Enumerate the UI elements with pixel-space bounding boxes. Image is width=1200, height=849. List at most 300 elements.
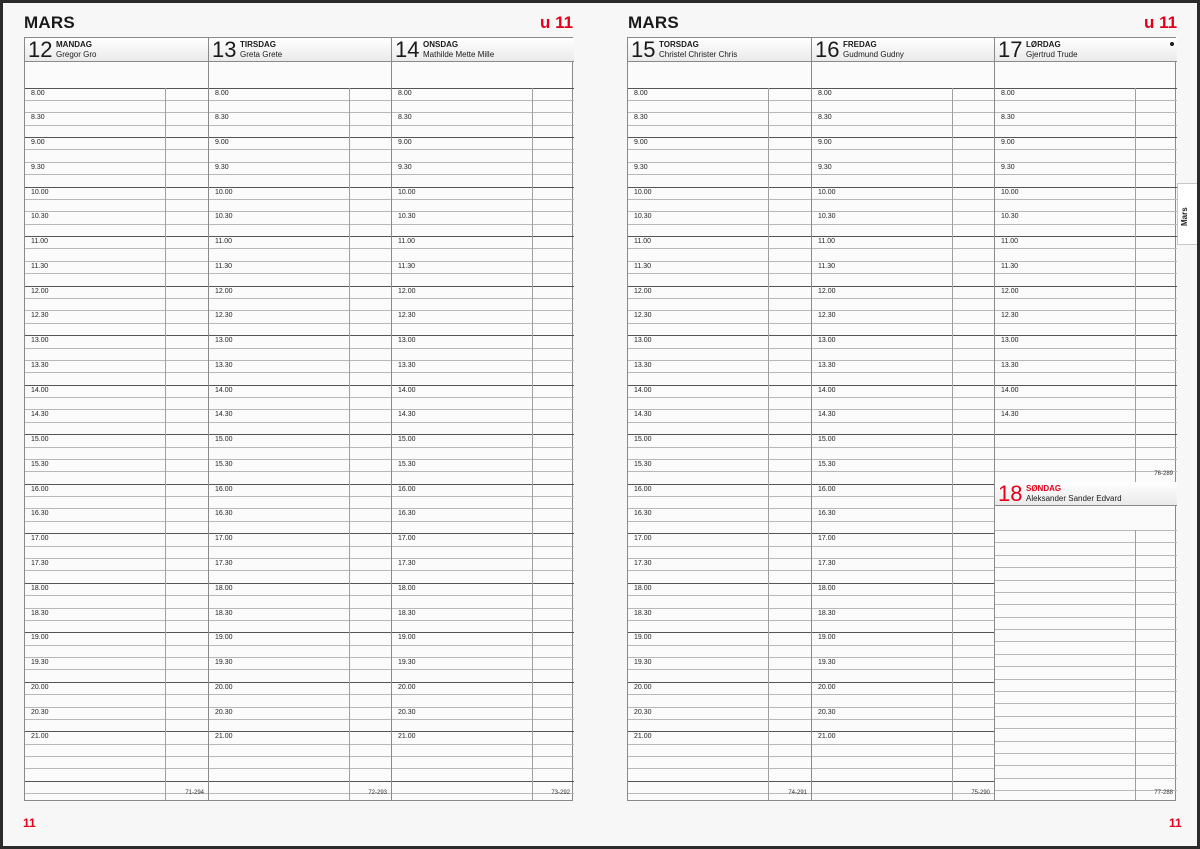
time-label: 17.00 bbox=[818, 535, 836, 543]
ruled-line bbox=[25, 385, 208, 386]
ruled-line bbox=[628, 248, 811, 249]
ruled-line bbox=[812, 768, 994, 769]
ruled-line bbox=[209, 447, 391, 448]
ruled-line bbox=[812, 682, 994, 683]
ruled-line bbox=[392, 632, 574, 633]
ruled-line bbox=[25, 323, 208, 324]
time-label: 11.30 bbox=[818, 262, 835, 270]
ruled-line bbox=[209, 174, 391, 175]
day-column bbox=[208, 38, 391, 800]
day-count: 75-290 bbox=[971, 790, 990, 796]
ruled-line bbox=[812, 125, 994, 126]
ruled-line bbox=[812, 471, 994, 472]
time-label: 10.00 bbox=[1001, 188, 1019, 196]
ruled-line bbox=[209, 731, 391, 732]
ruled-line bbox=[812, 224, 994, 225]
ruled-line bbox=[812, 744, 994, 745]
time-label: 9.30 bbox=[215, 163, 229, 171]
day-count: 74-291 bbox=[788, 790, 807, 796]
notes-divider bbox=[349, 88, 350, 801]
time-label: 17.00 bbox=[215, 535, 233, 543]
ruled-line bbox=[392, 149, 574, 150]
ruled-line bbox=[628, 422, 811, 423]
ruled-line bbox=[25, 434, 208, 435]
ruled-line bbox=[392, 781, 574, 782]
time-label: 11.00 bbox=[634, 238, 651, 246]
day-header bbox=[209, 38, 391, 62]
time-label: 18.00 bbox=[215, 584, 233, 592]
ruled-line bbox=[995, 298, 1177, 299]
ruled-line bbox=[628, 570, 811, 571]
ruled-line bbox=[392, 310, 574, 311]
ruled-line bbox=[392, 793, 574, 794]
ruled-line bbox=[209, 335, 391, 336]
ruled-line bbox=[995, 753, 1177, 754]
ruled-line bbox=[392, 261, 574, 262]
ruled-line bbox=[812, 632, 994, 633]
ruled-line bbox=[812, 248, 994, 249]
time-label: 16.30 bbox=[398, 510, 416, 518]
ruled-line bbox=[628, 657, 811, 658]
ruled-line bbox=[812, 149, 994, 150]
time-label: 14.30 bbox=[634, 411, 652, 419]
ruled-line bbox=[628, 793, 811, 794]
notes-divider bbox=[1135, 530, 1136, 800]
time-label: 19.00 bbox=[818, 634, 836, 642]
ruled-line bbox=[209, 471, 391, 472]
ruled-line bbox=[392, 719, 574, 720]
ruled-line bbox=[392, 682, 574, 683]
ruled-line bbox=[628, 434, 811, 435]
time-label: 21.00 bbox=[818, 733, 836, 741]
time-label: 8.30 bbox=[31, 114, 45, 122]
ruled-line bbox=[812, 100, 994, 101]
ruled-line bbox=[628, 174, 811, 175]
name-days: Aleksander Sander Edvard bbox=[1026, 494, 1122, 503]
ruled-line bbox=[25, 224, 208, 225]
notes-divider bbox=[1135, 88, 1136, 483]
ruled-line bbox=[25, 149, 208, 150]
ruled-line bbox=[995, 765, 1177, 766]
ruled-line bbox=[995, 236, 1177, 237]
time-label: 12.00 bbox=[1001, 287, 1019, 295]
time-label: 20.30 bbox=[215, 708, 233, 716]
time-label: 15.30 bbox=[215, 460, 233, 468]
time-label: 12.00 bbox=[398, 287, 416, 295]
time-label: 16.00 bbox=[398, 485, 416, 493]
time-label: 9.00 bbox=[31, 139, 45, 146]
ruled-line bbox=[628, 298, 811, 299]
ruled-line bbox=[812, 211, 994, 212]
time-label: 18.30 bbox=[634, 609, 652, 617]
time-label: 17.30 bbox=[31, 559, 49, 567]
ruled-line bbox=[628, 397, 811, 398]
time-label: 12.00 bbox=[634, 287, 652, 295]
time-label: 18.00 bbox=[818, 584, 836, 592]
ruled-line bbox=[995, 447, 1177, 448]
time-label: 12.00 bbox=[818, 287, 836, 295]
ruled-line bbox=[392, 496, 574, 497]
ruled-line bbox=[209, 409, 391, 410]
ruled-line bbox=[995, 741, 1177, 742]
ruled-line bbox=[209, 570, 391, 571]
ruled-line bbox=[209, 768, 391, 769]
time-label: 12.30 bbox=[31, 312, 49, 320]
ruled-line bbox=[995, 567, 1177, 568]
ruled-line bbox=[628, 645, 811, 646]
ruled-line bbox=[812, 558, 994, 559]
day-count: 76-289 bbox=[1154, 471, 1173, 477]
ruled-line bbox=[628, 731, 811, 732]
month-index-tab[interactable] bbox=[1177, 183, 1197, 245]
time-label: 21.00 bbox=[215, 733, 233, 741]
day-name: TIRSDAG bbox=[240, 40, 276, 49]
ruled-line bbox=[392, 360, 574, 361]
ruled-line bbox=[812, 385, 994, 386]
ruled-line bbox=[812, 521, 994, 522]
ruled-line bbox=[25, 756, 208, 757]
ruled-line bbox=[812, 409, 994, 410]
ruled-line bbox=[812, 756, 994, 757]
right-day-grid bbox=[627, 37, 1176, 801]
time-label: 10.00 bbox=[398, 188, 416, 196]
day-count: 72-293 bbox=[368, 790, 387, 796]
ruled-line bbox=[812, 360, 994, 361]
ruled-line bbox=[392, 645, 574, 646]
ruled-line bbox=[628, 694, 811, 695]
ruled-line bbox=[25, 657, 208, 658]
ruled-line bbox=[995, 422, 1177, 423]
ruled-line bbox=[628, 546, 811, 547]
ruled-line bbox=[209, 298, 391, 299]
time-label: 21.00 bbox=[634, 733, 652, 741]
time-label: 14.00 bbox=[31, 386, 49, 394]
day-name: LØRDAG bbox=[1026, 40, 1061, 49]
time-label: 13.30 bbox=[634, 361, 652, 369]
day-column bbox=[391, 38, 574, 800]
ruled-line bbox=[209, 484, 391, 485]
notes-divider bbox=[768, 88, 769, 801]
ruled-line bbox=[995, 323, 1177, 324]
ruled-line bbox=[209, 583, 391, 584]
ruled-line bbox=[628, 149, 811, 150]
notes-divider bbox=[532, 88, 533, 801]
ruled-line bbox=[628, 360, 811, 361]
time-label: 13.00 bbox=[818, 337, 836, 345]
time-label: 20.00 bbox=[634, 683, 652, 691]
ruled-line bbox=[995, 471, 1177, 472]
time-label: 13.30 bbox=[398, 361, 416, 369]
ruled-line bbox=[812, 533, 994, 534]
ruled-line bbox=[628, 162, 811, 163]
ruled-line bbox=[628, 447, 811, 448]
time-label: 12.30 bbox=[398, 312, 416, 320]
ruled-line bbox=[995, 703, 1177, 704]
ruled-line bbox=[995, 348, 1177, 349]
time-label: 15.30 bbox=[634, 460, 652, 468]
ruled-line bbox=[392, 162, 574, 163]
ruled-line bbox=[209, 149, 391, 150]
time-label: 11.00 bbox=[1001, 238, 1018, 246]
ruled-line bbox=[628, 508, 811, 509]
ruled-line bbox=[392, 669, 574, 670]
ruled-line bbox=[392, 558, 574, 559]
time-label: 13.30 bbox=[215, 361, 233, 369]
day-count: 71-294 bbox=[185, 790, 204, 796]
name-days: Gjertrud Trude bbox=[1026, 50, 1078, 59]
ruled-line bbox=[812, 434, 994, 435]
ruled-line bbox=[209, 620, 391, 621]
ruled-line bbox=[392, 323, 574, 324]
ruled-line bbox=[209, 187, 391, 188]
time-label: 20.00 bbox=[31, 683, 49, 691]
time-label: 8.00 bbox=[634, 89, 648, 97]
ruled-line bbox=[628, 707, 811, 708]
ruled-line bbox=[25, 595, 208, 596]
ruled-line bbox=[995, 88, 1177, 89]
ruled-line bbox=[628, 261, 811, 262]
ruled-line bbox=[25, 112, 208, 113]
ruled-line bbox=[25, 187, 208, 188]
ruled-line bbox=[392, 224, 574, 225]
ruled-line bbox=[209, 781, 391, 782]
ruled-line bbox=[25, 286, 208, 287]
ruled-line bbox=[995, 286, 1177, 287]
ruled-line bbox=[392, 471, 574, 472]
ruled-line bbox=[995, 199, 1177, 200]
time-label: 17.00 bbox=[31, 535, 49, 543]
notes-divider bbox=[952, 88, 953, 801]
ruled-line bbox=[995, 691, 1177, 692]
time-label: 10.00 bbox=[215, 188, 233, 196]
ruled-line bbox=[392, 521, 574, 522]
day-header bbox=[995, 38, 1177, 62]
ruled-line bbox=[209, 744, 391, 745]
ruled-line bbox=[25, 744, 208, 745]
ruled-line bbox=[995, 580, 1177, 581]
ruled-line bbox=[25, 372, 208, 373]
time-label: 8.00 bbox=[398, 89, 412, 97]
ruled-line bbox=[628, 348, 811, 349]
ruled-line bbox=[209, 608, 391, 609]
time-label: 19.30 bbox=[398, 659, 416, 666]
ruled-line bbox=[25, 608, 208, 609]
ruled-line bbox=[628, 224, 811, 225]
ruled-line bbox=[25, 645, 208, 646]
ruled-line bbox=[995, 641, 1177, 642]
time-label: 12.30 bbox=[1001, 312, 1019, 320]
ruled-line bbox=[995, 592, 1177, 593]
ruled-line bbox=[628, 310, 811, 311]
time-label: 16.30 bbox=[31, 510, 49, 518]
ruled-line bbox=[628, 533, 811, 534]
time-label: 17.30 bbox=[634, 559, 652, 567]
ruled-line bbox=[812, 286, 994, 287]
ruled-line bbox=[995, 629, 1177, 630]
ruled-line bbox=[628, 112, 811, 113]
time-label: 11.00 bbox=[215, 238, 232, 246]
ruled-line bbox=[812, 459, 994, 460]
ruled-line bbox=[812, 310, 994, 311]
ruled-line bbox=[812, 137, 994, 138]
time-label: 16.30 bbox=[215, 510, 233, 518]
ruled-line bbox=[628, 459, 811, 460]
ruled-line bbox=[812, 323, 994, 324]
time-label: 12.30 bbox=[634, 312, 652, 320]
ruled-line bbox=[25, 533, 208, 534]
day-number: 16 bbox=[815, 37, 840, 62]
ruled-line bbox=[392, 174, 574, 175]
ruled-line bbox=[995, 224, 1177, 225]
ruled-line bbox=[812, 484, 994, 485]
ruled-line bbox=[25, 100, 208, 101]
ruled-line bbox=[628, 558, 811, 559]
day-number: 14 bbox=[395, 37, 420, 62]
time-label: 10.30 bbox=[818, 213, 836, 221]
ruled-line bbox=[628, 409, 811, 410]
time-label: 21.00 bbox=[398, 733, 416, 741]
ruled-line bbox=[209, 756, 391, 757]
time-label: 13.00 bbox=[1001, 337, 1019, 345]
ruled-line bbox=[812, 88, 994, 89]
month-index-tab-label: Mars bbox=[1180, 207, 1189, 226]
ruled-line bbox=[392, 731, 574, 732]
time-label: 14.00 bbox=[818, 386, 836, 394]
ruled-line bbox=[25, 211, 208, 212]
month-title: MARS bbox=[628, 13, 679, 32]
ruled-line bbox=[392, 100, 574, 101]
ruled-line bbox=[812, 669, 994, 670]
time-label: 12.00 bbox=[215, 287, 233, 295]
day-number: 12 bbox=[28, 37, 53, 62]
ruled-line bbox=[25, 632, 208, 633]
ruled-line bbox=[25, 459, 208, 460]
time-label: 14.30 bbox=[31, 411, 49, 419]
ruled-line bbox=[209, 508, 391, 509]
ruled-line bbox=[628, 273, 811, 274]
time-label: 15.00 bbox=[818, 436, 836, 444]
time-label: 13.00 bbox=[31, 337, 49, 345]
ruled-line bbox=[812, 707, 994, 708]
ruled-line bbox=[392, 484, 574, 485]
time-label: 12.30 bbox=[818, 312, 836, 320]
time-label: 15.30 bbox=[31, 460, 49, 468]
ruled-line bbox=[392, 187, 574, 188]
time-label: 18.30 bbox=[398, 609, 416, 617]
ruled-line bbox=[25, 781, 208, 782]
ruled-line bbox=[995, 137, 1177, 138]
ruled-line bbox=[628, 199, 811, 200]
ruled-line bbox=[812, 793, 994, 794]
time-label: 9.30 bbox=[1001, 163, 1015, 171]
week-number: u 11 bbox=[1144, 13, 1178, 32]
ruled-line bbox=[995, 716, 1177, 717]
ruled-line bbox=[812, 187, 994, 188]
ruled-line bbox=[628, 236, 811, 237]
ruled-line bbox=[392, 211, 574, 212]
ruled-line bbox=[209, 595, 391, 596]
ruled-line bbox=[392, 434, 574, 435]
time-label: 13.30 bbox=[1001, 361, 1019, 369]
day-name: MANDAG bbox=[56, 40, 92, 49]
ruled-line bbox=[25, 174, 208, 175]
time-label: 20.00 bbox=[398, 683, 416, 691]
ruled-line bbox=[812, 273, 994, 274]
ruled-line bbox=[812, 447, 994, 448]
diary-spread bbox=[3, 3, 1197, 846]
left-day-grid bbox=[24, 37, 573, 801]
ruled-line bbox=[812, 112, 994, 113]
time-label: 17.00 bbox=[398, 535, 416, 543]
ruled-line bbox=[25, 125, 208, 126]
ruled-line bbox=[995, 604, 1177, 605]
ruled-line bbox=[25, 558, 208, 559]
ruled-line bbox=[995, 666, 1177, 667]
time-label: 19.00 bbox=[215, 634, 233, 642]
time-label: 16.00 bbox=[215, 485, 233, 493]
ruled-line bbox=[995, 360, 1177, 361]
time-label: 15.00 bbox=[634, 436, 652, 444]
time-label: 11.30 bbox=[398, 262, 415, 270]
time-label: 16.00 bbox=[634, 485, 652, 493]
ruled-line bbox=[392, 137, 574, 138]
time-label: 14.30 bbox=[1001, 411, 1019, 419]
ruled-line bbox=[995, 778, 1177, 779]
day-header bbox=[812, 38, 994, 62]
time-label: 12.30 bbox=[215, 312, 233, 320]
time-label: 11.30 bbox=[31, 262, 48, 270]
time-label: 19.00 bbox=[398, 634, 416, 642]
ruled-line bbox=[209, 137, 391, 138]
ruled-line bbox=[209, 645, 391, 646]
time-label: 9.30 bbox=[634, 163, 648, 171]
ruled-line bbox=[25, 669, 208, 670]
time-label: 10.30 bbox=[1001, 213, 1019, 221]
ruled-line bbox=[209, 434, 391, 435]
ruled-line bbox=[812, 261, 994, 262]
time-label: 9.30 bbox=[398, 163, 412, 171]
ruled-line bbox=[995, 211, 1177, 212]
ruled-line bbox=[628, 682, 811, 683]
ruled-line bbox=[812, 236, 994, 237]
time-label: 15.30 bbox=[398, 460, 416, 468]
ruled-line bbox=[995, 542, 1177, 543]
ruled-line bbox=[392, 768, 574, 769]
ruled-line bbox=[209, 125, 391, 126]
ruled-line bbox=[25, 570, 208, 571]
time-label: 17.00 bbox=[634, 535, 652, 543]
day-number: 17 bbox=[998, 37, 1023, 62]
time-label: 11.30 bbox=[1001, 262, 1018, 270]
ruled-line bbox=[209, 558, 391, 559]
ruled-line bbox=[209, 88, 391, 89]
time-label: 9.00 bbox=[215, 139, 229, 146]
time-label: 20.30 bbox=[31, 708, 49, 716]
time-label: 13.00 bbox=[215, 337, 233, 345]
ruled-line bbox=[628, 88, 811, 89]
time-label: 16.00 bbox=[818, 485, 836, 493]
ruled-line bbox=[995, 555, 1177, 556]
time-label: 13.00 bbox=[398, 337, 416, 345]
ruled-line bbox=[812, 348, 994, 349]
ruled-line bbox=[209, 694, 391, 695]
ruled-line bbox=[25, 682, 208, 683]
ruled-line bbox=[209, 372, 391, 373]
ruled-line bbox=[812, 496, 994, 497]
time-label: 19.00 bbox=[634, 634, 652, 642]
ruled-line bbox=[392, 248, 574, 249]
ruled-line bbox=[25, 496, 208, 497]
